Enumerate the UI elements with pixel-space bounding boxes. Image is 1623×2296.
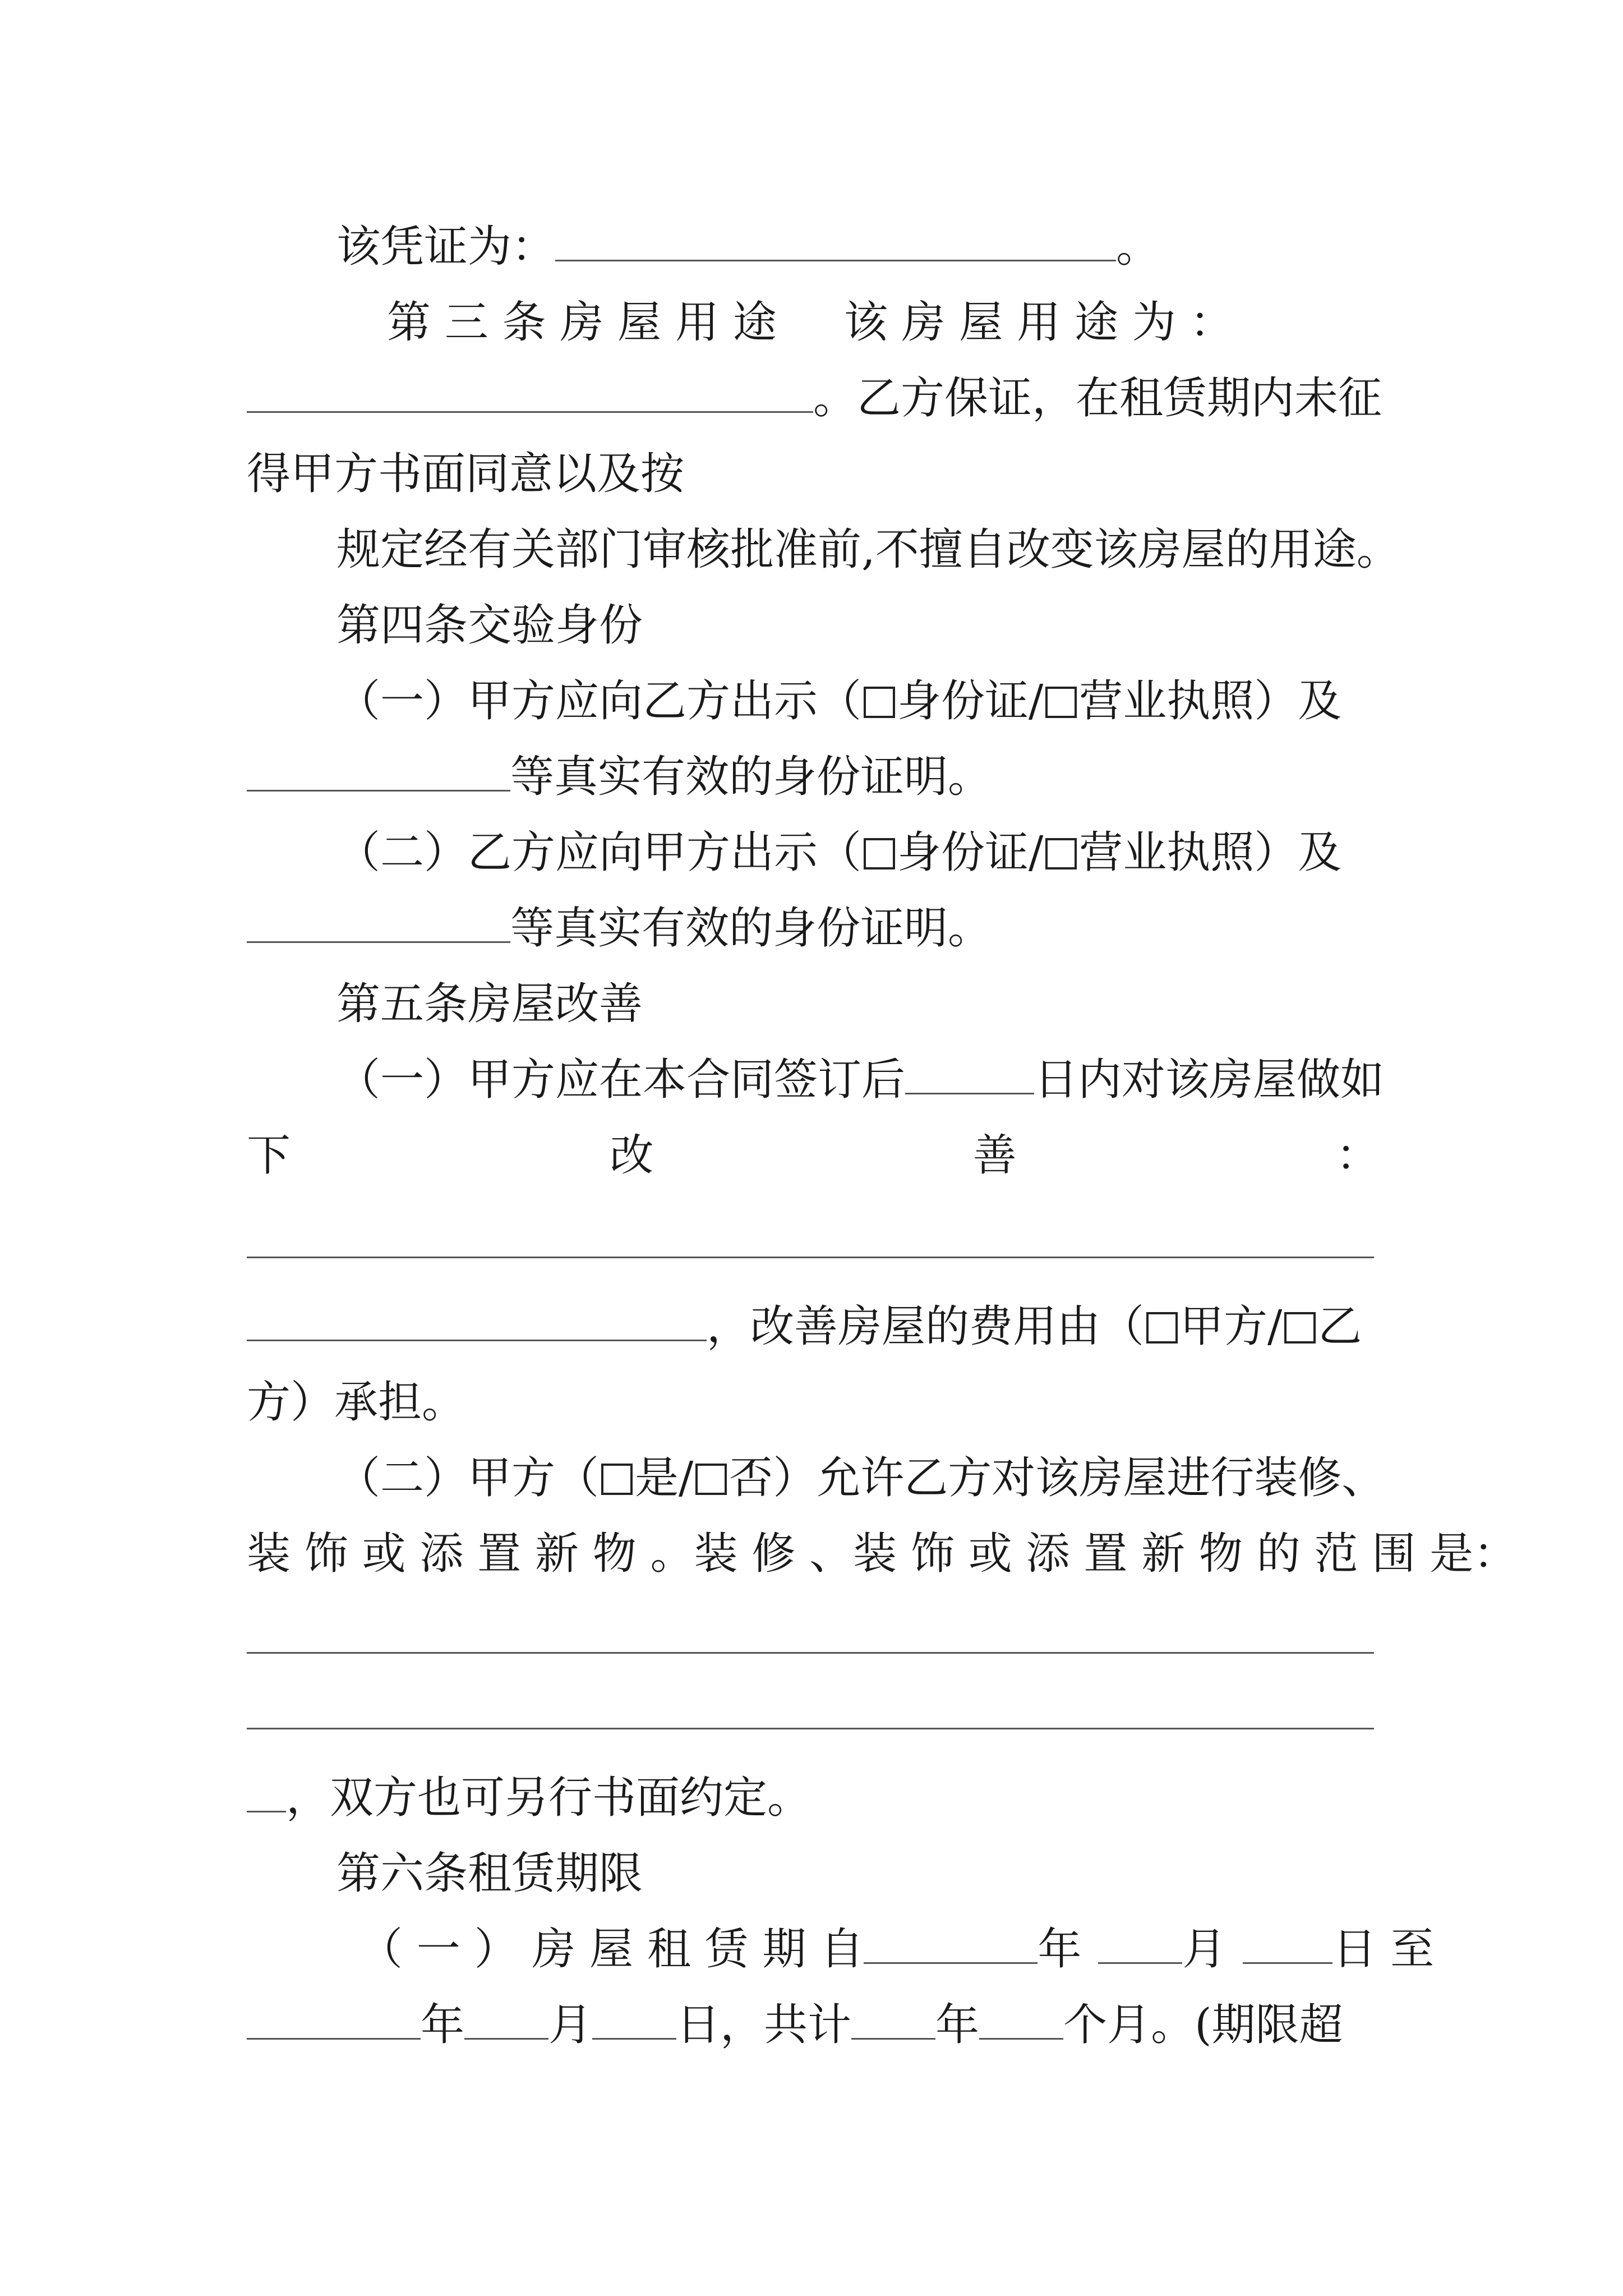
text: 是/ — [635, 1453, 694, 1503]
text: 善 — [972, 1130, 1017, 1181]
checkbox-party-a[interactable] — [1146, 1312, 1178, 1343]
fill-blank[interactable] — [555, 214, 1116, 261]
fill-blank[interactable] — [247, 1294, 707, 1341]
month-blank[interactable] — [1098, 1916, 1182, 1964]
fill-blank[interactable] — [247, 895, 510, 943]
fill-blank[interactable] — [247, 365, 813, 413]
term-line — [359, 1910, 1623, 1989]
checkbox-business-license[interactable] — [1045, 687, 1077, 718]
term-line — [247, 1986, 1623, 2064]
text: ： — [1335, 1130, 1380, 1181]
checkbox-no[interactable] — [695, 1464, 727, 1495]
paragraph-line — [336, 510, 1623, 589]
text: 下 — [247, 1130, 291, 1181]
text: 乙 — [1318, 1301, 1362, 1352]
text: ，双方也可另行书面约定。 — [286, 1773, 811, 1823]
year-blank[interactable] — [864, 1916, 1038, 1964]
text: 年 — [935, 2000, 980, 2050]
article-4-heading — [336, 586, 1623, 665]
clause-line — [336, 813, 1623, 892]
clause-line — [247, 889, 1623, 968]
text: （ 一 ） 房 屋 租 赁 期 自 — [359, 1924, 864, 1975]
paragraph-line — [247, 435, 1623, 513]
text: （一）甲方应在本合同签订后 — [336, 1055, 906, 1105]
checkbox-business-license[interactable] — [1045, 838, 1077, 869]
text: 等真实有效的身份证明。 — [510, 903, 992, 954]
paragraph-line — [247, 1515, 1623, 1593]
text: 个月。(期限超 — [1063, 2000, 1343, 2050]
text: （一）甲方应向乙方出示（ — [336, 676, 862, 726]
text: 月 — [1182, 1924, 1227, 1975]
article-3-heading — [387, 283, 1623, 362]
fill-rule[interactable] — [247, 1728, 1374, 1729]
text: 。 — [1116, 222, 1160, 272]
article-5-heading — [336, 965, 1623, 1043]
day-blank[interactable] — [1243, 1916, 1332, 1964]
usage-line — [247, 359, 1623, 438]
clause-line — [247, 1287, 1623, 1366]
text: 年 — [421, 2000, 465, 2050]
text: 日内对该房屋做如 — [1034, 1055, 1385, 1105]
fill-blank[interactable] — [905, 1047, 1034, 1094]
text: 等真实有效的身份证明。 — [510, 752, 992, 802]
checkbox-id-card[interactable] — [864, 687, 895, 718]
text: 方）承担。 — [247, 1377, 466, 1428]
paragraph-line — [247, 1759, 1623, 1837]
text: 第四条交验身份 — [336, 600, 643, 651]
clause-line — [336, 1439, 1623, 1517]
text: 日 至 — [1332, 1924, 1435, 1975]
clause-line — [336, 662, 1623, 740]
text: 营业执照）及 — [1079, 827, 1342, 878]
clause-line — [336, 1041, 1623, 1119]
text: 年 — [1038, 1924, 1082, 1975]
fill-blank[interactable] — [247, 744, 510, 792]
text: 身份证/ — [897, 676, 1044, 726]
month-blank[interactable] — [464, 1992, 548, 2040]
text: 营业执照）及 — [1079, 676, 1342, 726]
fill-rule[interactable] — [247, 1257, 1374, 1258]
text: 月 — [548, 2000, 593, 2050]
credential-line — [336, 208, 1623, 286]
checkbox-party-b[interactable] — [1284, 1312, 1316, 1343]
text: 第五条房屋改善 — [336, 979, 643, 1029]
spread-line — [247, 1116, 1380, 1195]
year-blank[interactable] — [247, 1992, 421, 2040]
text: 身份证/ — [897, 827, 1044, 878]
text: （二）甲方（ — [336, 1453, 600, 1503]
paragraph-line — [247, 1363, 1623, 1442]
text: ，改善房屋的费用由（ — [707, 1301, 1145, 1352]
text: 甲方/ — [1180, 1301, 1283, 1352]
text: 得甲方书面同意以及按 — [247, 449, 685, 499]
text: 。乙方保证，在租赁期内未征 — [813, 373, 1382, 424]
article-6-heading — [336, 1834, 1623, 1913]
clause-line — [247, 738, 1623, 816]
text: （二）乙方应向甲方出示（ — [336, 827, 862, 878]
months-count-blank[interactable] — [979, 1992, 1063, 2040]
text: 该凭证为： — [336, 222, 556, 272]
checkbox-id-card[interactable] — [864, 838, 895, 869]
text: 改 — [610, 1130, 654, 1181]
text: 否）允许乙方对该房屋进行装修、 — [729, 1453, 1386, 1503]
fill-rule[interactable] — [247, 1652, 1374, 1654]
text: 第六条租赁期限 — [336, 1848, 643, 1899]
text: 第 三 条 房 屋 用 途 — [387, 297, 777, 348]
text: 该 房 屋 用 途 为 ： — [843, 297, 1234, 348]
day-blank[interactable] — [592, 1992, 676, 2040]
fill-blank[interactable] — [247, 1765, 286, 1812]
checkbox-yes[interactable] — [601, 1464, 633, 1495]
text: 日，共计 — [676, 2000, 852, 2050]
text: 规定经有关部门审核批准前,不擅自改变该房屋的用途。 — [336, 524, 1400, 575]
years-count-blank[interactable] — [851, 1992, 935, 2040]
text: 装 饰 或 添 置 新 物 。装 修 、装 饰 或 添 置 新 物 的 范 围 是： — [247, 1529, 1518, 1579]
